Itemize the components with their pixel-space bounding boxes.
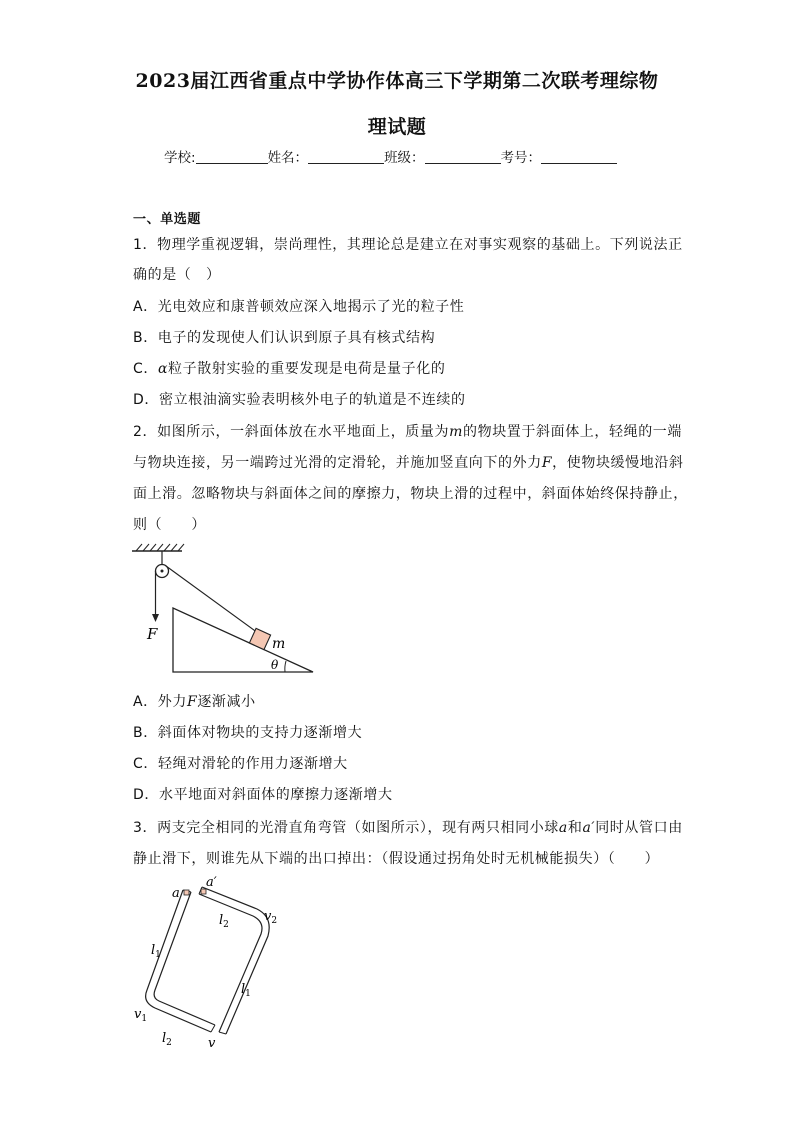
ball-a-prime-symbol: a′ (582, 820, 596, 836)
q3-stem-1a: 3．两支完全相同的光滑直角弯管（如图所示），现有两只相同小球 (133, 820, 559, 836)
right-l2-label: $l_2$ (219, 913, 229, 930)
page-title-line-1: 2023届江西省重点中学协作体高三下学期第二次联考理综物 (135, 70, 659, 92)
q2-option-a (133, 691, 256, 711)
ball-a-label: a (172, 886, 180, 901)
q1-stem-2: 确的是（ ） (133, 267, 221, 283)
q1-option-c-text: 粒子散射实验的重要发现是电荷是量子化的 (168, 361, 446, 377)
left-l2-label: $l_2$ (162, 1031, 172, 1048)
q2-option-b: B．斜面体对物块的支持力逐渐增大 (133, 725, 363, 741)
school-label: 学校: (164, 150, 196, 166)
mass-symbol: m (449, 424, 463, 440)
number-label: 考号： (500, 150, 542, 166)
incline-pulley-figure (120, 540, 330, 680)
q1-option-d: D．密立根油滴实验表明核外电子的轨道是不连续的 (133, 392, 466, 408)
left-l1-label: $l_1$ (151, 943, 161, 960)
alpha-symbol: α (157, 361, 169, 377)
exit-v-label: v (208, 1036, 216, 1051)
q2-stem-3: 面上滑。忽略物块与斜面体之间的摩擦力，物块上滑的过程中，斜面体始终保持静止， (133, 486, 688, 502)
q1-option-c-prefix: C． (133, 361, 158, 377)
q2-stem-1b: 的物块置于斜面体上，轻绳的一端 (463, 424, 682, 440)
q3-stem-1 (133, 817, 683, 837)
page-title-line-2: 理试题 (367, 116, 427, 138)
mass-label: m (272, 636, 286, 652)
q2-option-a-text: 逐渐减小 (197, 694, 256, 710)
q3-stem-1b: 同时从管口由 (595, 820, 683, 836)
q2-stem-1 (133, 421, 682, 441)
school-blank (196, 149, 268, 164)
q3-stem-2: 静止滑下，则谁先从下端的出口掉出：（假设通过拐角处时无机械能损失）（ ） (133, 851, 660, 867)
right-v2-label: $v_2$ (264, 909, 278, 926)
q2-stem-1a: 2．如图所示，一斜面体放在水平地面上，质量为 (133, 424, 450, 440)
right-l1-label: $l_1$ (241, 982, 251, 999)
q2-option-d: D．水平地面对斜面体的摩擦力逐渐增大 (133, 787, 393, 803)
number-blank (541, 149, 617, 164)
force-symbol: F (541, 455, 553, 471)
bent-tube-figure (125, 872, 290, 1057)
section-heading: 一、单选题 (133, 212, 202, 227)
class-label: 班级： (384, 150, 425, 166)
q2-stem-2b: ，使物块缓慢地沿斜 (552, 455, 684, 471)
ball-a-symbol: a (558, 820, 568, 836)
name-label: 姓名： (267, 150, 309, 166)
q2-option-a-prefix: A．外力 (133, 694, 187, 710)
angle-label: θ (271, 658, 279, 672)
q1-stem-1: 1．物理学重视逻辑，崇尚理性，其理论总是建立在对事实观察的基础上。下列说法正 (133, 237, 683, 253)
class-blank (425, 149, 501, 164)
q2-stem-4: 则（ ） (133, 517, 206, 533)
q1-option-a: A．光电效应和康普顿效应深入地揭示了光的粒子性 (133, 299, 465, 315)
force-symbol-option: F (186, 694, 198, 710)
q2-stem-2a: 与物块连接，另一端跨过光滑的定滑轮，并施加竖直向下的外力 (133, 455, 542, 471)
ball-a-prime-label: a′ (206, 875, 217, 890)
q1-option-b: B．电子的发现使人们认识到原子具有核式结构 (133, 330, 436, 346)
name-blank (308, 149, 384, 164)
q3-stem-1-and: 和 (567, 820, 583, 836)
left-v1-label: $v_1$ (134, 1007, 148, 1024)
q2-option-c: C．轻绳对滑轮的作用力逐渐增大 (133, 756, 348, 772)
q2-stem-2 (133, 452, 684, 472)
student-info-line (164, 146, 617, 166)
q1-option-c (133, 358, 445, 378)
force-label: F (147, 625, 158, 643)
